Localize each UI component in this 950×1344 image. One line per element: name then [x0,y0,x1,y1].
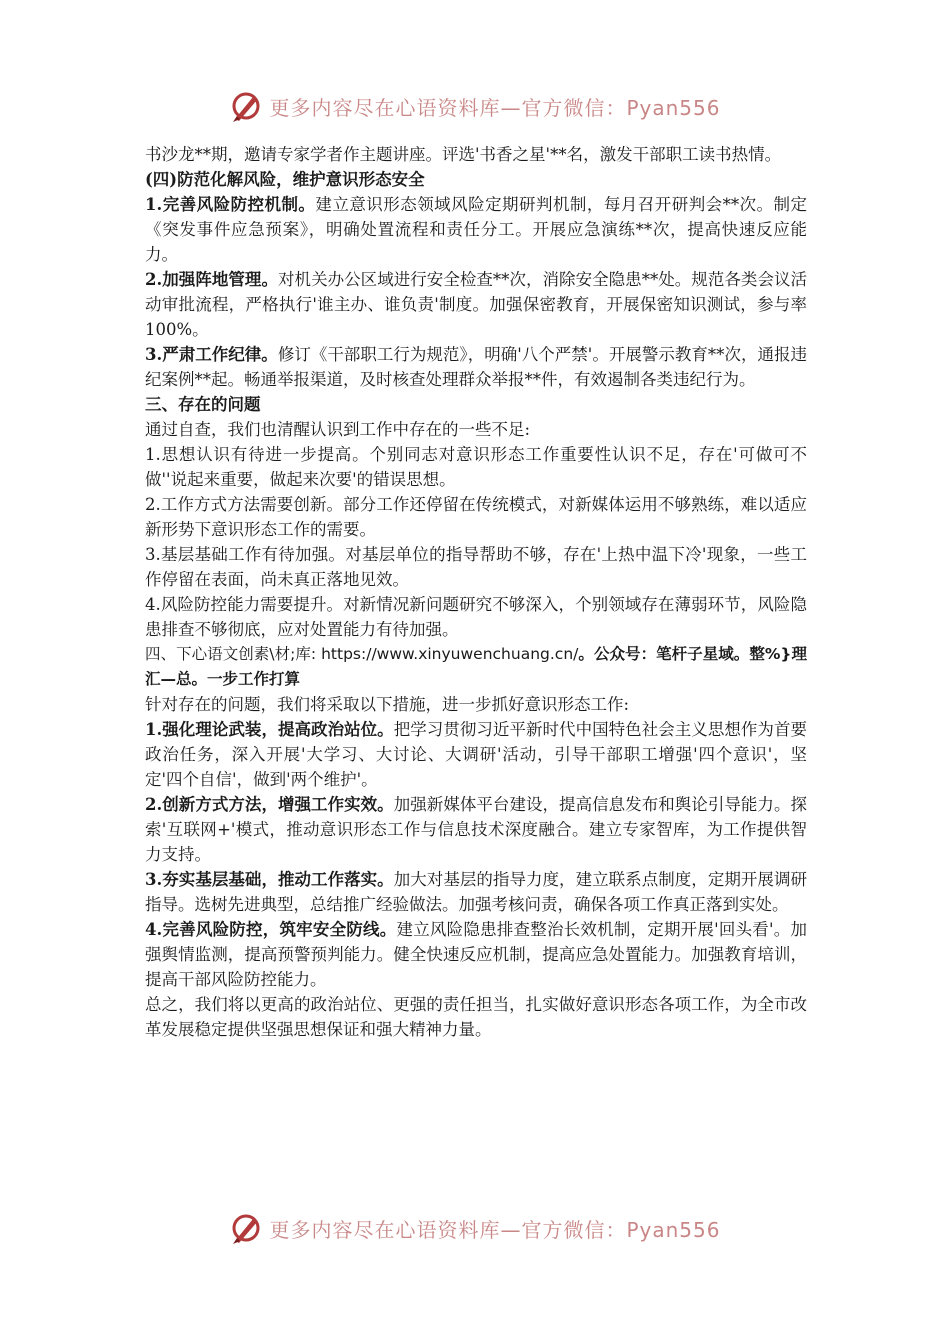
document-body [145,142,807,1042]
section-heading-ad [145,642,807,692]
paragraph-text: 建立风险隐患排查整治长效机制，定期开展'回头看'。加强舆情监测，提高预警预判能力。健全快速反应机制，提高应急处置能力。加强教育培训，提高干部风险防控能力。 [145,920,807,989]
paragraph: 针对存在的问题，我们将采取以下措施，进一步抓好意识形态工作: [145,695,630,714]
paragraph-text: 加大对基层的指导力度，建立联系点制度，定期开展调研指导。选树先进典型，总结推广经验做法。加强考核问责，确保各项工作真正落到实处。 [145,870,807,914]
paragraph [145,267,807,342]
section-heading: 三、存在的问题 [145,395,261,414]
paragraph: 书沙龙**期，邀请专家学者作主题讲座。评选'书香之星'**名，激发干部职工读书热情。 [145,145,782,164]
paragraph: 3.基层基础工作有待加强。对基层单位的指导帮助不够，存在'上热中温下冷'现象，一些工作停留在表面，尚未真正落地见效。 [145,545,807,589]
ad-suffix: 。公众号：笔杆子星域。整%}理汇—总。一步工作打算 [145,645,807,688]
paragraph [145,717,807,792]
paragraph [145,192,807,267]
paragraph-text: 对机关办公区域进行安全检查**次，消除安全隐患**处。规范各类会议活动审批流程，严格执行'谁主办、谁负责'制度。加强保密教育，开展保密知识测试，参与率100%。 [145,270,808,339]
paragraph-lead: 2.加强阵地管理。 [145,270,278,289]
paragraph-lead: 2.创新方式方法，增强工作实效。 [145,795,394,814]
header-banner [0,86,950,126]
paragraph [145,917,807,992]
pen-logo-icon [229,89,263,123]
paragraph-text: 加强新媒体平台建设，提高信息发布和舆论引导能力。探索'互联网+'模式，推动意识形态工作与信息技术深度融合。建立专家智库，为工作提供智力支持。 [145,795,807,864]
paragraph: 4.风险防控能力需要提升。对新情况新问题研究不够深入，个别领域存在薄弱环节，风险隐患排查不够彻底，应对处置能力有待加强。 [145,595,807,639]
paragraph-lead: 3.严肃工作纪律。 [145,345,278,364]
ad-url-link[interactable]: https://www.xinyuwenchuang.cn/ [321,645,579,663]
paragraph [145,792,807,867]
paragraph-text: 建立意识形态领域风险定期研判机制，每月召开研判会**次。制定《突发事件应急预案》，明确处置流程和责任分工。开展应急演练**次，提高快速反应能力。 [145,195,807,264]
pen-logo-icon [229,1211,263,1245]
paragraph: 总之，我们将以更高的政治站位、更强的责任担当，扎实做好意识形态各项工作，为全市改革发展稳定提供坚强思想保证和强大精神力量。 [145,995,807,1039]
paragraph: 1.思想认识有待进一步提高。个别同志对意识形态工作重要性认识不足，存在'可做可不做''说起来重要，做起来次要'的错误思想。 [145,445,807,489]
paragraph [145,342,807,392]
paragraph [145,867,807,917]
paragraph-lead: 1.完善风险防控机制。 [145,195,316,214]
paragraph: 2.工作方式方法需要创新。部分工作还停留在传统模式，对新媒体运用不够熟练，难以适应新形势下意识形态工作的需要。 [145,495,807,539]
paragraph-text: 修订《干部职工行为规范》，明确'八个严禁'。开展警示教育**次，通报违纪案例**起。畅通举报渠道，及时核查处理群众举报**件，有效遏制各类违纪行为。 [145,345,807,389]
ad-prefix: 四、下心语文创素\材;库: [145,645,322,663]
paragraph-lead: 3.夯实基层基础，推动工作落实。 [145,870,394,889]
header-banner-text: 更多内容尽在心语资料库—官方微信：Pyan556 [269,95,721,120]
paragraph-lead: 1.强化理论武装，提高政治站位。 [145,720,394,739]
paragraph-text: 把学习贯彻习近平新时代中国特色社会主义思想作为首要政治任务，深入开展'大学习、大讨论、大调研'活动，引导干部职工增强'四个意识'，坚定'四个自信'，做到'两个维护'。 [145,720,807,789]
section-heading: (四)防范化解风险，维护意识形态安全 [145,170,425,189]
paragraph-lead: 4.完善风险防控，筑牢安全防线。 [145,920,397,939]
footer-banner-text: 更多内容尽在心语资料库—官方微信：Pyan556 [269,1217,721,1242]
paragraph: 通过自查，我们也清醒认识到工作中存在的一些不足: [145,420,531,439]
footer-banner [0,1208,950,1248]
